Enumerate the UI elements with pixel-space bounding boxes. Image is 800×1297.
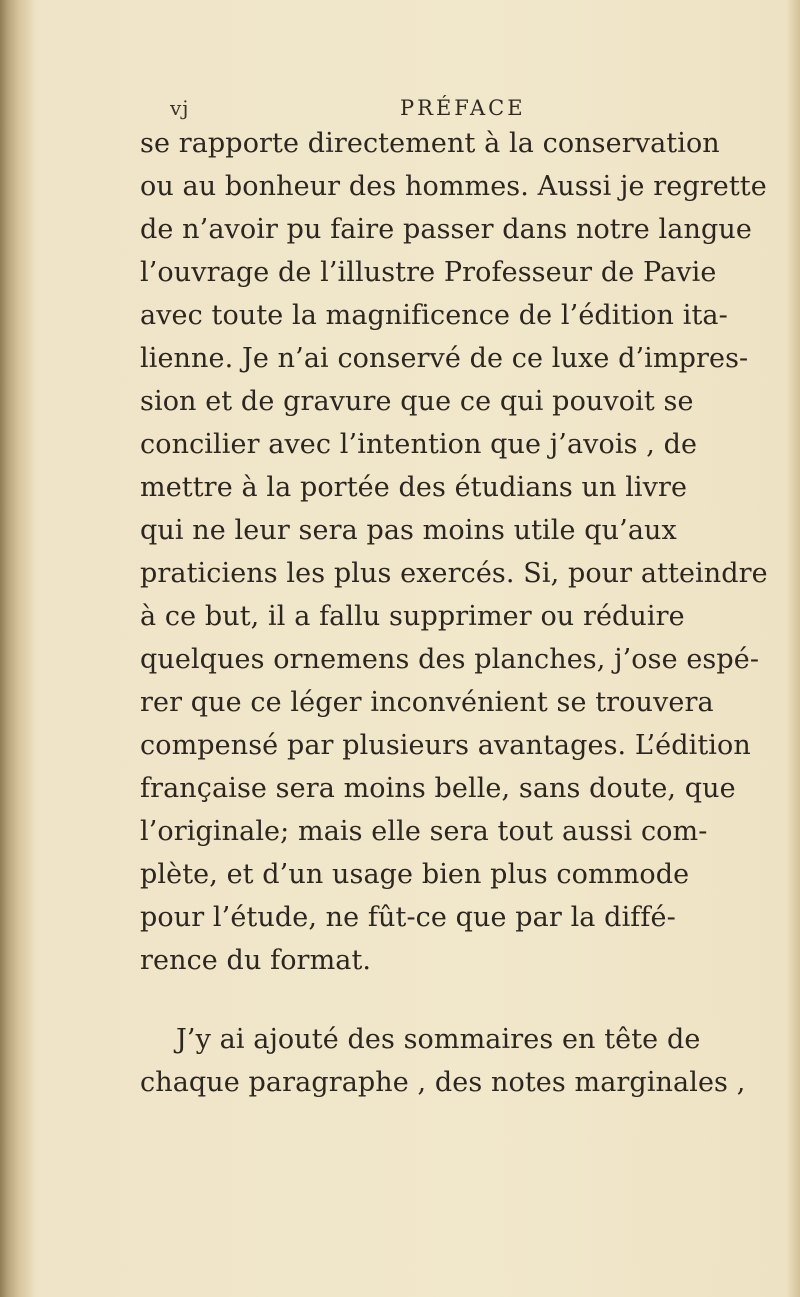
text-line: de n’avoir pu faire passer dans notre langue xyxy=(140,214,752,245)
text-line: l’originale; mais elle sera tout aussi com- xyxy=(140,816,708,847)
text-line: avec toute la magnificence de l’édition ita- xyxy=(140,300,728,331)
text-line: pour l’étude, ne fût-ce que par la diffé- xyxy=(140,902,676,933)
page-number: vj xyxy=(170,96,190,120)
text-line: compensé par plusieurs avantages. L’édition xyxy=(140,730,751,761)
text-line: lienne. Je n’ai conservé de ce luxe d’impres- xyxy=(140,343,749,374)
text-line: l’ouvrage de l’illustre Professeur de Pavie xyxy=(140,257,717,288)
text-line: chaque paragraphe , des notes marginales , xyxy=(140,1067,746,1098)
text-line: française sera moins belle, sans doute, que xyxy=(140,773,736,804)
text-line: rence du format. xyxy=(140,945,372,976)
text-line: praticiens les plus exercés. Si, pour atteindre xyxy=(140,558,768,589)
text-line: ou au bonheur des hommes. Aussi je regrette xyxy=(140,171,767,202)
body-text xyxy=(140,122,768,1104)
paragraph-gap xyxy=(140,982,740,1018)
text-line: J’y ai ajouté des sommaires en tête de xyxy=(176,1024,701,1055)
text-line: mettre à la portée des étudians un livre xyxy=(140,472,688,503)
text-line: à ce but, il a fallu supprimer ou réduire xyxy=(140,601,685,632)
text-line: concilier avec l’intention que j’avois , de xyxy=(140,429,698,460)
text-line: plète, et d’un usage bien plus commode xyxy=(140,859,690,890)
text-line: rer que ce léger inconvénient se trouvera xyxy=(140,687,714,718)
text-line: sion et de gravure que ce qui pouvoit se xyxy=(140,386,694,417)
page-gutter-shadow xyxy=(0,0,34,1297)
page-edge-shadow xyxy=(786,0,800,1297)
paragraph-1 xyxy=(140,122,768,982)
paragraph-2 xyxy=(140,1018,746,1104)
text-line: quelques ornemens des planches, j’ose espé- xyxy=(140,644,760,675)
text-line: se rapporte directement à la conservation xyxy=(140,128,720,159)
running-head: PRÉFACE xyxy=(400,96,526,120)
text-line: qui ne leur sera pas moins utile qu’aux xyxy=(140,515,677,546)
